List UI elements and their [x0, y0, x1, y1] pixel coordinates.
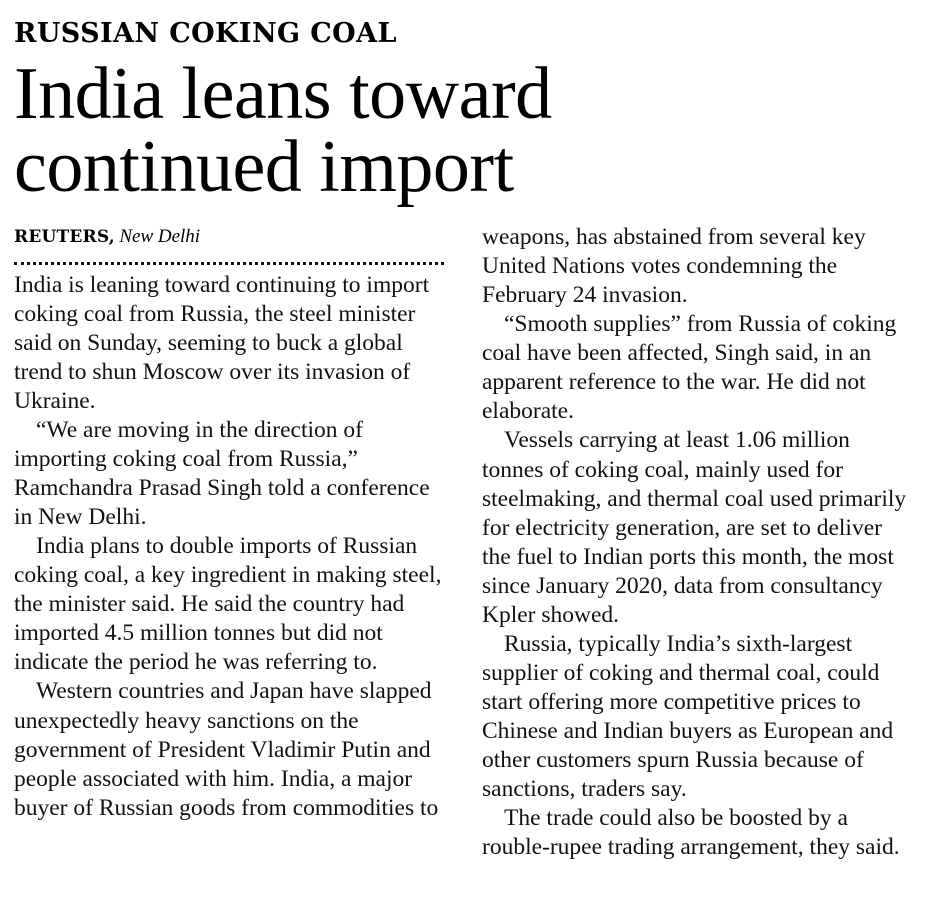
article-headline: India leans toward continued import: [14, 53, 552, 208]
article-column-right: [482, 221, 912, 861]
article-columns: [14, 221, 912, 861]
paragraph: India is leaning toward continuing to import coking coal from Russia, the steel minister said on Sunday, seeming to buck a global trend to shun Moscow over its invasion of Ukraine.: [14, 272, 430, 415]
byline: [14, 227, 444, 248]
paragraph: weapons, has abstained from several key United Nations votes condemning the February 24 invasion.: [482, 224, 866, 309]
paragraph: The trade could also be boosted by a rouble-rupee trading arrangement, they said.: [482, 804, 900, 860]
article-kicker: RUSSIAN COKING COAL: [14, 18, 397, 49]
paragraph: India plans to double imports of Russian coking coal, a key ingredient in making steel, the minister said. He said the country had imported 4.5 million tonnes but did not indicate the period he was referring to.: [14, 533, 442, 676]
paragraph: Western countries and Japan have slapped unexpectedly heavy sanctions on the government of President Vladimir Putin and people associated with him. India, a major buyer of Russian goods from commodities to: [14, 678, 439, 821]
paragraph: “We are moving in the direction of importing coking coal from Russia,” Ramchandra Prasad Singh told a conference in New Delhi.: [14, 417, 430, 531]
article-column-left: [14, 221, 444, 822]
byline-agency: REUTERS,: [14, 227, 115, 248]
dotted-divider: [14, 252, 444, 265]
byline-place: New Delhi: [119, 226, 201, 248]
paragraph: Russia, typically India’s sixth-largest supplier of coking and thermal coal, could start offering more competitive prices to Chinese and Indian buyers as European and other customers spurn Russia because of sanctions, traders say.: [482, 630, 894, 802]
paragraph: Vessels carrying at least 1.06 million tonnes of coking coal, mainly used for steelmaking, and thermal coal used primarily for electricity generation, are set to deliver the fuel to Indian ports this month, the most since January 2020, data from consultancy Kpler showed.: [482, 427, 907, 628]
paragraph: “Smooth supplies” from Russia of coking coal have been affected, Singh said, in an apparent reference to the war. He did not elaborate.: [482, 311, 897, 425]
